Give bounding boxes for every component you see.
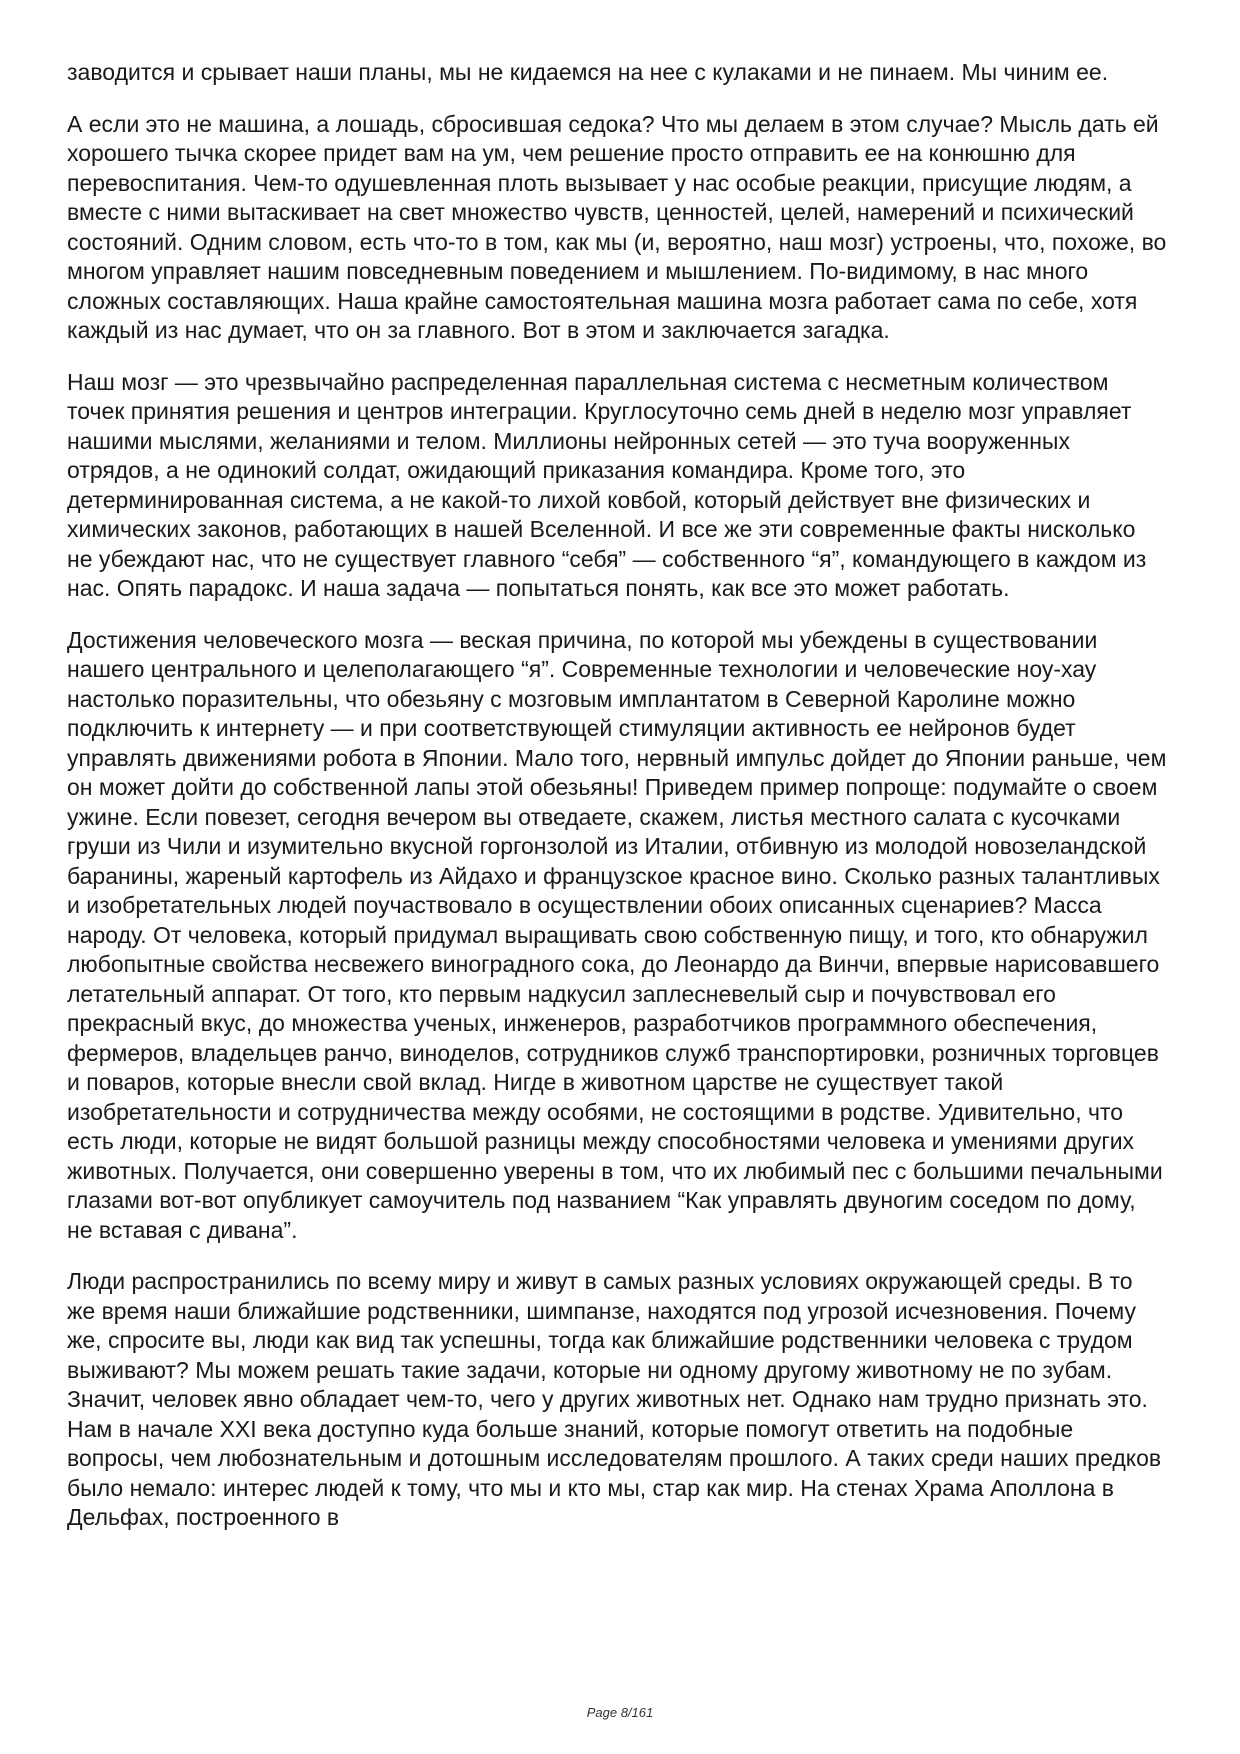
page-number: Page 8/161 [586, 1705, 654, 1720]
paragraph-1: заводится и срывает наши планы, мы не кидаемся на нее с кулаками и не пинаем. Мы чиним ее. [67, 59, 1109, 85]
paragraph-5: Люди распространились по всему миру и живут в самых разных условиях окружающей среды. В то же время наши ближайшие родственники, шимпанзе, находятся под угрозой исчезновения. Почему же, спросите вы, люди как вид так успешны, тогда как ближайшие родственники человека с трудом выживают? Мы можем решать такие задачи, которые ни одному другому животному не по зубам. Значит, человек явно обладает чем-то, чего у других животных нет. Однако нам трудно признать это. Нам в начале XXI века доступно куда больше знаний, которые помогут ответить на подобные вопросы, чем любознательным и дотошным исследователям прошлого. А таких среди наших предков было немало: интерес людей к тому, что мы и кто мы, стар как мир. На стенах Храма Аполлона в Дельфах, построенного в [67, 1268, 1162, 1530]
body-text [67, 58, 1167, 1555]
paragraph-4: Достижения человеческого мозга — веская причина, по которой мы убеждены в существовании нашего центрального и целеполагающего “я”. Современные технологии и человеческие ноу-хау настолько поразительны, что обезьяну с мозговым имплантатом в Северной Каролине можно подключить к интернету — и при соответствующей стимуляции активность ее нейронов будет управлять движениями робота в Японии. Мало того, нервный импульс дойдет до Японии раньше, чем он может дойти до собственной лапы этой обезьяны! Приведем пример попроще: подумайте о своем ужине. Если повезет, сегодня вечером вы отведаете, скажем, листья местного салата с кусочками груши из Чили и изумительно вкусной горгонзолой из Италии, отбивную из молодой новозеландской баранины, жареный картофель из Айдахо и французское красное вино. Сколько разных талантливых и изобретательных людей поучаствовало в осуществлении обоих описанных сценариев? Масса народу. От человека, который придумал выращивать свою собственную пищу, и того, кто обнаружил любопытные свойства несвежего виноградного сока, до Леонардо да Винчи, впервые нарисовавшего летательный аппарат. От того, кто первым надкусил заплесневелый сыр и почувствовал его прекрасный вкус, до множества ученых, инженеров, разработчиков программного обеспечения, фермеров, владельцев ранчо, виноделов, сотрудников служб транспортировки, розничных торговцев и поваров, которые внесли свой вклад. Нигде в животном царстве не существует такой изобретательности и сотрудничества между особями, не состоящими в родстве. Удивительно, что есть люди, которые не видят большой разницы между способностями человека и умениями других животных. Получается, они совершенно уверены в том, что их любимый пес с большими печальными глазами вот-вот опубликует самоучитель под названием “Как управлять двуногим соседом по дому, не вставая с дивана”. [67, 626, 1167, 1243]
paragraph-3: Наш мозг — это чрезвычайно распределенная параллельная система с несметным количеством точек принятия решения и центров интеграции. Круглосуточно семь дней в неделю мозг управляет нашими мыслями, желаниями и телом. Миллионы нейронных сетей — это туча вооруженных отрядов, а не одинокий солдат, ожидающий приказания командира. Кроме того, это детерминированная система, а не какой-то лихой ковбой, который действует вне физических и химических законов, работающих в нашей Вселенной. И все же эти современные факты нисколько не убеждают нас, что не существует главного “себя” — собственного “я”, командующего в каждом из нас. Опять парадокс. И наша задача — попытаться понять, как все это может работать. [67, 368, 1147, 601]
paragraph-2: А если это не машина, а лошадь, сбросившая седока? Что мы делаем в этом случае? Мысль дать ей хорошего тычка скорее придет вам на ум, чем решение просто отправить ее на конюшню для перевоспитания. Чем-то одушевленная плоть вызывает у нас особые реакции, присущие людям, а вместе с ними вытаскивает на свет множество чувств, ценностей, целей, намерений и психический состояний. Одним словом, есть что-то в том, как мы (и, вероятно, наш мозг) устроены, что, похоже, во многом управляет нашим повседневным поведением и мышлением. По-видимому, в нас много сложных составляющих. Наша крайне самостоятельная машина мозга работает сама по себе, хотя каждый из нас думает, что он за главного. Вот в этом и заключается загадка. [67, 110, 1167, 343]
